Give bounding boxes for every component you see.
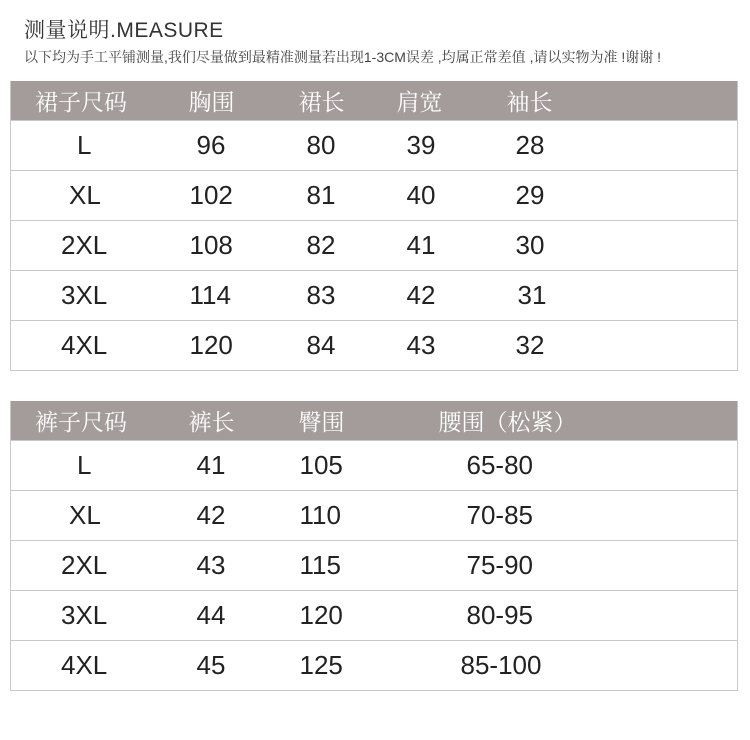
table-cell: 105 xyxy=(271,441,381,491)
table-cell: 83 xyxy=(271,271,371,321)
table-cell: 41 xyxy=(161,441,271,491)
measurement-note: 以下均为手工平铺测量,我们尽量做到最精准测量若出现1-3CM误差 ,均属正常差值 ,请以实物为准 !谢谢 ! xyxy=(24,49,662,65)
table-cell: 114 xyxy=(161,271,271,321)
pants-size-table xyxy=(10,401,738,691)
page-title: 测量说明.MEASURE xyxy=(24,19,224,42)
table-cell: 42 xyxy=(161,491,271,541)
pants-header-hip: 臀围 xyxy=(271,401,381,441)
table-cell: 115 xyxy=(271,541,381,591)
table-cell: 85-100 xyxy=(381,641,738,691)
table-cell: 80-95 xyxy=(381,591,738,641)
table-row xyxy=(11,591,738,641)
pants-header-size: 裤子尺码 xyxy=(11,401,161,441)
table-cell: 45 xyxy=(161,641,271,691)
table-cell: 28 xyxy=(481,121,738,171)
table-cell: XL xyxy=(11,171,161,221)
skirt-header-chest: 胸围 xyxy=(161,81,271,121)
pants-header-row xyxy=(11,401,738,441)
table-cell: 120 xyxy=(271,591,381,641)
table-row xyxy=(11,321,738,371)
table-cell: 43 xyxy=(371,321,481,371)
skirt-header-sleeve: 袖长 xyxy=(481,81,738,121)
table-cell: 29 xyxy=(481,171,738,221)
pants-header-length: 裤长 xyxy=(161,401,271,441)
table-row xyxy=(11,171,738,221)
table-cell: 39 xyxy=(371,121,481,171)
table-cell: 3XL xyxy=(11,591,161,641)
table-cell: 75-90 xyxy=(381,541,738,591)
table-row xyxy=(11,491,738,541)
table-cell: 4XL xyxy=(11,641,161,691)
table-cell: 2XL xyxy=(11,221,161,271)
table-cell: 102 xyxy=(161,171,271,221)
table-cell: 30 xyxy=(481,221,738,271)
table-cell: L xyxy=(11,441,161,491)
table-cell: 41 xyxy=(371,221,481,271)
table-cell: 84 xyxy=(271,321,371,371)
table-cell: 125 xyxy=(271,641,381,691)
table-cell: 44 xyxy=(161,591,271,641)
table-cell: 120 xyxy=(161,321,271,371)
skirt-header-length: 裙长 xyxy=(271,81,371,121)
table-cell: 43 xyxy=(161,541,271,591)
table-cell: L xyxy=(11,121,161,171)
table-cell: 108 xyxy=(161,221,271,271)
skirt-header-row xyxy=(11,81,738,121)
table-row xyxy=(11,221,738,271)
table-cell: 3XL xyxy=(11,271,161,321)
table-row xyxy=(11,271,738,321)
table-row xyxy=(11,441,738,491)
table-cell: 42 xyxy=(371,271,481,321)
table-cell: 81 xyxy=(271,171,371,221)
table-cell: 70-85 xyxy=(381,491,738,541)
table-cell: XL xyxy=(11,491,161,541)
table-cell: 32 xyxy=(481,321,738,371)
table-cell: 2XL xyxy=(11,541,161,591)
table-cell: 110 xyxy=(271,491,381,541)
table-row xyxy=(11,121,738,171)
table-cell: 96 xyxy=(161,121,271,171)
pants-header-waist: 腰围（松紧） xyxy=(381,401,738,441)
table-row xyxy=(11,641,738,691)
table-cell: 82 xyxy=(271,221,371,271)
skirt-header-size: 裙子尺码 xyxy=(11,81,161,121)
table-cell: 80 xyxy=(271,121,371,171)
skirt-header-shoulder: 肩宽 xyxy=(371,81,481,121)
table-cell: 31 xyxy=(481,271,738,321)
table-cell: 40 xyxy=(371,171,481,221)
table-cell: 65-80 xyxy=(381,441,738,491)
table-row xyxy=(11,541,738,591)
skirt-size-table xyxy=(10,81,738,371)
table-cell: 4XL xyxy=(11,321,161,371)
